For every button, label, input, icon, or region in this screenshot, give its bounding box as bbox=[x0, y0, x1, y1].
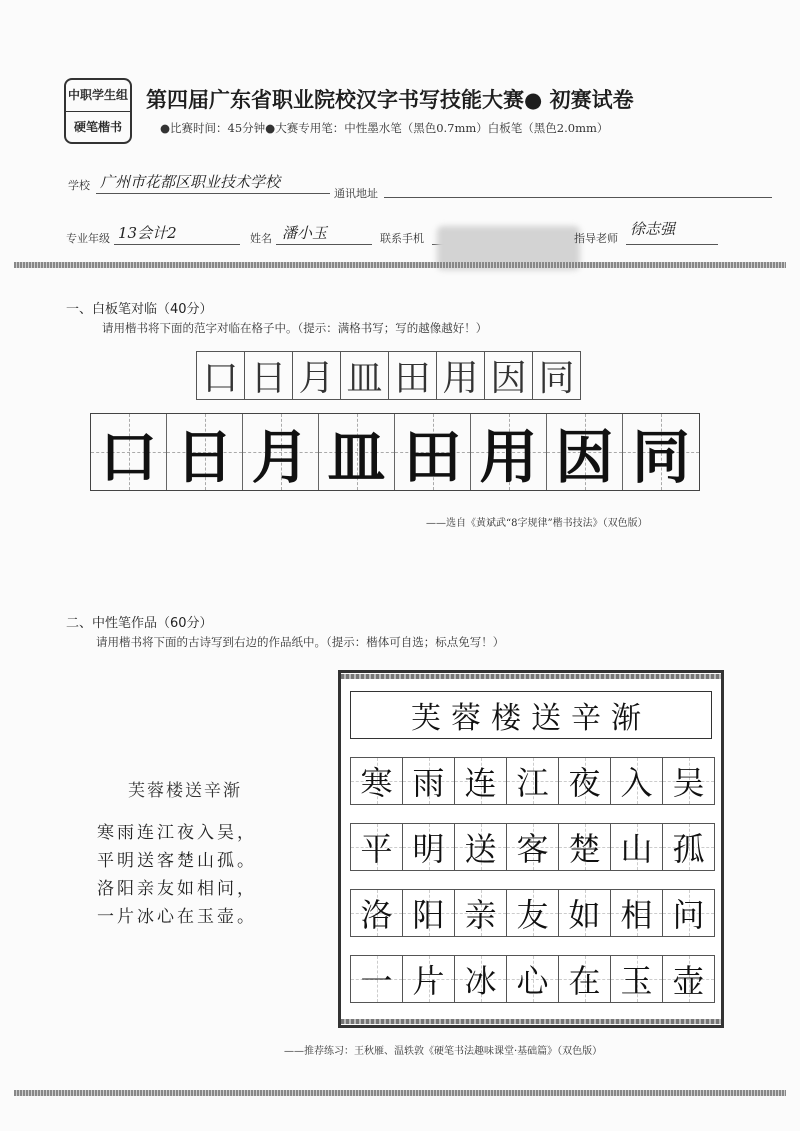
address-label: 通讯地址 bbox=[334, 187, 378, 200]
model-char: 田 bbox=[388, 351, 437, 400]
practice-cell bbox=[319, 414, 395, 490]
work-char: 入 bbox=[620, 764, 653, 802]
written-char: 口 bbox=[99, 423, 158, 491]
work-char: 孤 bbox=[672, 830, 705, 868]
badge-style-label: 硬笔楷书 bbox=[73, 120, 122, 134]
written-char: 皿 bbox=[327, 423, 386, 491]
section1-instruction: 请用楷书将下面的范字对临在格子中。（提示：满格书写；写的越像越好！） bbox=[102, 321, 488, 335]
work-cell bbox=[610, 889, 663, 937]
poem-line: 寒雨连江夜入吴， bbox=[97, 823, 257, 843]
group-badge bbox=[64, 78, 132, 144]
header-separator bbox=[14, 262, 786, 268]
model-char: 日 bbox=[244, 351, 293, 400]
work-char: 江 bbox=[516, 764, 549, 802]
model-char: 月 bbox=[292, 351, 341, 400]
section2-heading: 二、中性笔作品（60分） bbox=[66, 616, 213, 631]
poem-line: 平明送客楚山孤。 bbox=[97, 851, 257, 871]
work-char: 片 bbox=[412, 962, 445, 1000]
work-row bbox=[350, 889, 714, 937]
written-char: 田 bbox=[403, 423, 462, 491]
section1-credit: ——选自《黄斌武“8字规律”楷书技法》（双色版） bbox=[426, 518, 648, 529]
exam-title: 第四届广东省职业院校汉字书写技能大赛● 初赛试卷 bbox=[146, 88, 634, 112]
work-char: 阳 bbox=[412, 896, 445, 934]
grade-value: 13会计2 bbox=[118, 224, 177, 242]
work-cell bbox=[506, 757, 559, 805]
work-paper-top-border bbox=[341, 674, 721, 679]
model-char: 口 bbox=[196, 351, 245, 400]
work-row bbox=[350, 823, 714, 871]
work-paper bbox=[338, 670, 724, 1028]
work-char: 送 bbox=[464, 830, 497, 868]
written-char: 日 bbox=[175, 423, 234, 491]
badge-group-label: 中职学生组 bbox=[66, 80, 130, 112]
section2-instruction: 请用楷书将下面的古诗写到右边的作品纸中。（提示：楷体可自选；标点免写！） bbox=[96, 635, 505, 649]
work-cell bbox=[402, 889, 455, 937]
practice-cell bbox=[395, 414, 471, 490]
work-cell bbox=[454, 823, 507, 871]
address-line bbox=[384, 197, 772, 198]
work-cell bbox=[506, 955, 559, 1003]
school-value: 广州市花都区职业技术学校 bbox=[100, 173, 281, 191]
work-cell bbox=[558, 823, 611, 871]
work-char: 雨 bbox=[412, 764, 445, 802]
work-char: 壶 bbox=[672, 962, 705, 1000]
work-cell bbox=[454, 955, 507, 1003]
model-char: 皿 bbox=[340, 351, 389, 400]
model-char: 同 bbox=[532, 351, 581, 400]
work-cell bbox=[402, 757, 455, 805]
model-char: 用 bbox=[436, 351, 485, 400]
written-char: 用 bbox=[479, 423, 538, 491]
work-char: 客 bbox=[516, 830, 549, 868]
work-cell bbox=[610, 757, 663, 805]
work-char: 心 bbox=[516, 962, 549, 1000]
teacher-value: 徐志强 bbox=[630, 220, 676, 238]
work-char: 山 bbox=[620, 830, 653, 868]
work-char: 问 bbox=[672, 896, 705, 934]
work-char: 明 bbox=[412, 830, 445, 868]
poem-title: 芙蓉楼送辛渐 bbox=[128, 781, 242, 801]
practice-cell bbox=[243, 414, 319, 490]
work-char: 一 bbox=[360, 962, 393, 1000]
practice-cell bbox=[91, 414, 167, 490]
footer-separator bbox=[14, 1090, 786, 1096]
section2-credit: ——推荐练习：王秋雁、温轶敦《硬笔书法趣味课堂·基础篇》（双色版） bbox=[284, 1046, 603, 1057]
name-value: 潘小玉 bbox=[282, 224, 328, 242]
work-char: 亲 bbox=[464, 896, 497, 934]
phone-label: 联系手机 bbox=[380, 232, 424, 245]
work-cell bbox=[610, 955, 663, 1003]
written-char: 因 bbox=[555, 423, 614, 491]
work-row bbox=[350, 757, 714, 805]
work-cell bbox=[558, 757, 611, 805]
grade-label: 专业年级 bbox=[66, 232, 110, 245]
written-char: 同 bbox=[631, 423, 690, 491]
section1-heading: 一、白板笔对临（40分） bbox=[66, 302, 213, 317]
work-cell bbox=[402, 823, 455, 871]
work-cell bbox=[350, 757, 403, 805]
name-line bbox=[276, 244, 372, 245]
work-cell bbox=[454, 889, 507, 937]
exam-subtitle: ●比赛时间：45分钟●大赛专用笔：中性墨水笔（黑色0.7mm）白板笔（黑色2.0mm） bbox=[160, 121, 609, 135]
work-cell bbox=[558, 889, 611, 937]
grade-line bbox=[114, 244, 240, 245]
work-char: 友 bbox=[516, 896, 549, 934]
work-cell bbox=[662, 757, 715, 805]
work-row bbox=[350, 955, 714, 1003]
work-char: 如 bbox=[568, 896, 601, 934]
work-char: 洛 bbox=[360, 896, 393, 934]
practice-cell bbox=[623, 414, 699, 490]
work-char: 平 bbox=[360, 830, 393, 868]
practice-cell bbox=[471, 414, 547, 490]
practice-char-grid bbox=[90, 413, 700, 491]
practice-cell bbox=[547, 414, 623, 490]
work-paper-bottom-border bbox=[341, 1019, 721, 1024]
work-char: 玉 bbox=[620, 962, 653, 1000]
work-cell bbox=[662, 889, 715, 937]
model-char: 因 bbox=[484, 351, 533, 400]
work-cell bbox=[662, 955, 715, 1003]
work-cell bbox=[506, 823, 559, 871]
model-char-grid bbox=[196, 351, 580, 400]
work-cell bbox=[350, 823, 403, 871]
work-char: 寒 bbox=[360, 764, 393, 802]
work-cell bbox=[454, 757, 507, 805]
work-char: 吴 bbox=[672, 764, 705, 802]
school-line bbox=[96, 193, 330, 194]
work-title: 芙蓉楼送辛渐 bbox=[350, 691, 712, 739]
practice-cell bbox=[167, 414, 243, 490]
work-cell bbox=[558, 955, 611, 1003]
work-char: 相 bbox=[620, 896, 653, 934]
teacher-label: 指导老师 bbox=[574, 232, 618, 245]
work-char: 在 bbox=[568, 962, 601, 1000]
work-char: 楚 bbox=[568, 830, 601, 868]
poem-line: 洛阳亲友如相问， bbox=[97, 879, 257, 899]
work-char: 连 bbox=[464, 764, 497, 802]
work-char: 冰 bbox=[464, 962, 497, 1000]
work-cell bbox=[350, 955, 403, 1003]
teacher-line bbox=[626, 244, 718, 245]
work-cell bbox=[350, 889, 403, 937]
name-label: 姓名 bbox=[250, 232, 272, 245]
poem-line: 一片冰心在玉壶。 bbox=[97, 907, 257, 927]
work-cell bbox=[662, 823, 715, 871]
school-label: 学校 bbox=[68, 179, 90, 192]
work-char: 夜 bbox=[568, 764, 601, 802]
work-cell bbox=[506, 889, 559, 937]
work-cell bbox=[610, 823, 663, 871]
work-cell bbox=[402, 955, 455, 1003]
written-char: 月 bbox=[251, 423, 310, 491]
